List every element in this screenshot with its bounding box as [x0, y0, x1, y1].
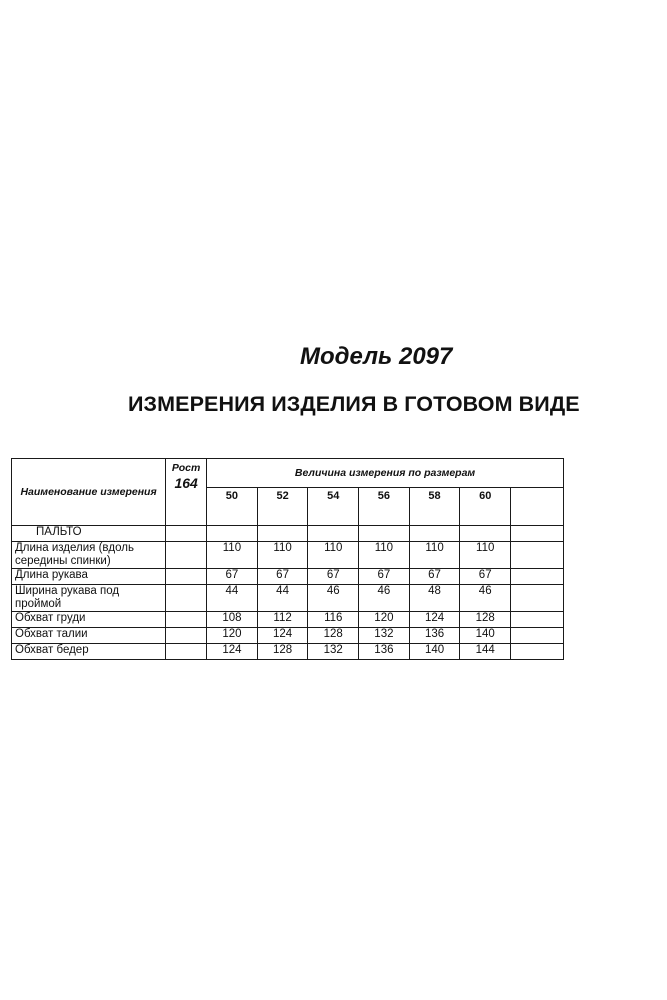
empty-cell	[511, 542, 564, 569]
empty-cell	[166, 585, 207, 612]
row-value: 124	[207, 644, 258, 660]
row-value: 110	[308, 542, 359, 569]
height-column-header	[166, 459, 207, 526]
model-title: Модель 2097	[300, 343, 453, 370]
row-value: 67	[460, 569, 511, 585]
row-value: 110	[257, 542, 308, 569]
empty-cell	[166, 542, 207, 569]
measure-header: Величина измерения по размерам	[207, 459, 564, 488]
empty-cell	[166, 628, 207, 644]
table-row	[12, 644, 564, 660]
row-value: 67	[359, 569, 410, 585]
empty-cell	[166, 644, 207, 660]
empty-cell	[511, 628, 564, 644]
row-value: 144	[460, 644, 511, 660]
row-value: 116	[308, 612, 359, 628]
row-value: 124	[257, 628, 308, 644]
section-label: ПАЛЬТО	[12, 526, 166, 542]
empty-cell	[511, 569, 564, 585]
row-value: 110	[409, 542, 460, 569]
height-value: 164	[174, 475, 198, 491]
page-title: ИЗМЕРЕНИЯ ИЗДЕЛИЯ В ГОТОВОМ ВИДЕ	[128, 392, 580, 416]
row-value: 128	[257, 644, 308, 660]
row-label: Ширина рукава под проймой	[12, 585, 166, 612]
row-label: Обхват бедер	[12, 644, 166, 660]
row-value: 136	[359, 644, 410, 660]
table-row	[12, 585, 564, 612]
row-value: 120	[359, 612, 410, 628]
size-header: 54	[308, 488, 359, 526]
empty-cell	[166, 612, 207, 628]
row-value: 67	[308, 569, 359, 585]
empty-cell	[511, 488, 564, 526]
row-value: 132	[308, 644, 359, 660]
row-value: 136	[409, 628, 460, 644]
size-header: 58	[409, 488, 460, 526]
row-value: 48	[409, 585, 460, 612]
row-value: 67	[207, 569, 258, 585]
row-label: Обхват талии	[12, 628, 166, 644]
row-value: 44	[207, 585, 258, 612]
row-value: 67	[409, 569, 460, 585]
row-value: 128	[460, 612, 511, 628]
row-value: 120	[207, 628, 258, 644]
row-value: 108	[207, 612, 258, 628]
size-header: 60	[460, 488, 511, 526]
row-value: 46	[359, 585, 410, 612]
row-value: 110	[460, 542, 511, 569]
row-value: 140	[460, 628, 511, 644]
row-value: 110	[359, 542, 410, 569]
table-row	[12, 628, 564, 644]
height-label: Рост	[171, 462, 201, 474]
measurements-table	[11, 458, 564, 660]
row-value: 44	[257, 585, 308, 612]
row-label: Длина рукава	[12, 569, 166, 585]
row-value: 46	[308, 585, 359, 612]
empty-cell	[166, 569, 207, 585]
row-value: 112	[257, 612, 308, 628]
table-header-row	[12, 459, 564, 488]
section-row	[12, 526, 564, 542]
table-row	[12, 542, 564, 569]
row-value: 124	[409, 612, 460, 628]
row-value: 110	[207, 542, 258, 569]
empty-cell	[511, 585, 564, 612]
size-header: 56	[359, 488, 410, 526]
empty-cell	[166, 526, 207, 542]
row-value: 140	[409, 644, 460, 660]
row-label: Обхват груди	[12, 612, 166, 628]
row-value: 128	[308, 628, 359, 644]
table-row	[12, 569, 564, 585]
row-label: Длина изделия (вдоль середины спинки)	[12, 542, 166, 569]
empty-cell	[511, 612, 564, 628]
row-value: 46	[460, 585, 511, 612]
table-row	[12, 612, 564, 628]
size-header: 52	[257, 488, 308, 526]
size-header: 50	[207, 488, 258, 526]
name-column-header: Наименование измерения	[12, 459, 166, 526]
row-value: 132	[359, 628, 410, 644]
empty-cell	[511, 644, 564, 660]
row-value: 67	[257, 569, 308, 585]
